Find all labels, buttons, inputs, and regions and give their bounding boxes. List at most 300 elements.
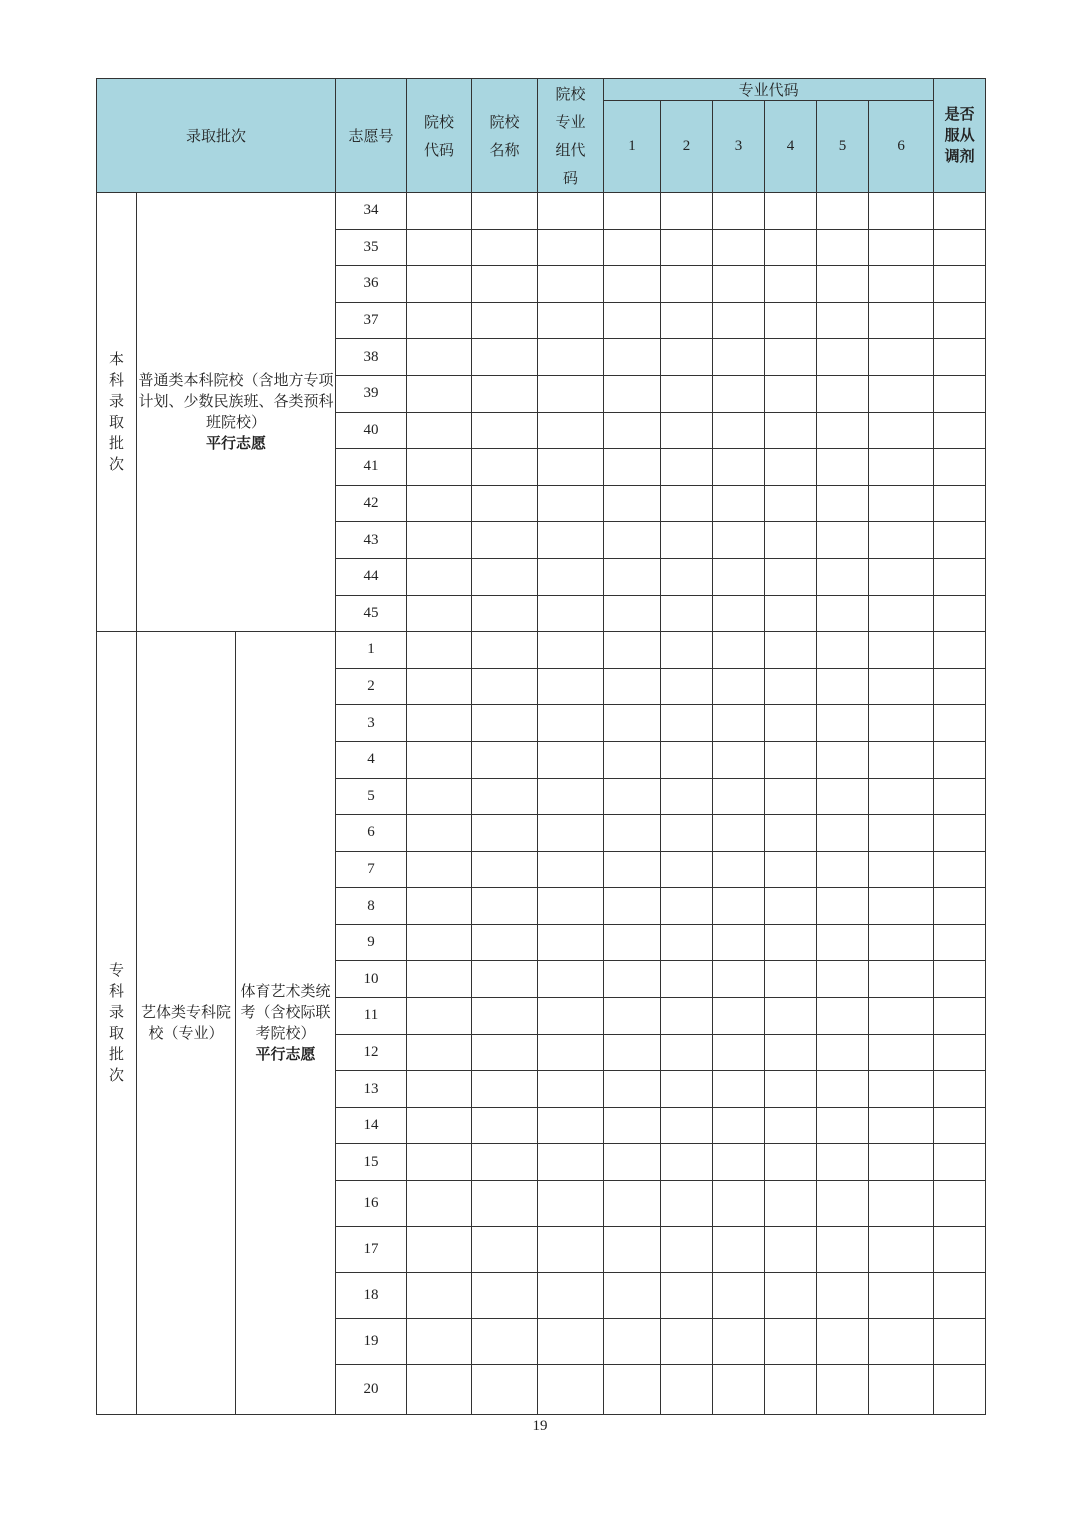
school-name-cell[interactable] (472, 632, 538, 669)
major-4-cell[interactable] (765, 302, 817, 339)
major-1-cell[interactable] (604, 961, 661, 998)
major-4-cell[interactable] (765, 1144, 817, 1181)
major-6-cell[interactable] (869, 522, 934, 559)
major-2-cell[interactable] (661, 961, 713, 998)
major-3-cell[interactable] (713, 888, 765, 925)
major-1-cell[interactable] (604, 1273, 661, 1319)
major-1-cell[interactable] (604, 741, 661, 778)
major-2-cell[interactable] (661, 1071, 713, 1108)
school-code-cell[interactable] (407, 266, 472, 303)
group-code-cell[interactable] (538, 266, 604, 303)
major-6-cell[interactable] (869, 266, 934, 303)
school-name-cell[interactable] (472, 339, 538, 376)
school-name-cell[interactable] (472, 1071, 538, 1108)
major-3-cell[interactable] (713, 1107, 765, 1144)
group-code-cell[interactable] (538, 1107, 604, 1144)
group-code-cell[interactable] (538, 302, 604, 339)
school-code-cell[interactable] (407, 1319, 472, 1365)
adjust-cell[interactable] (934, 1107, 986, 1144)
major-6-cell[interactable] (869, 924, 934, 961)
group-code-cell[interactable] (538, 1034, 604, 1071)
group-code-cell[interactable] (538, 412, 604, 449)
group-code-cell[interactable] (538, 595, 604, 632)
school-name-cell[interactable] (472, 998, 538, 1035)
major-2-cell[interactable] (661, 558, 713, 595)
major-5-cell[interactable] (817, 595, 869, 632)
adjust-cell[interactable] (934, 1227, 986, 1273)
major-4-cell[interactable] (765, 998, 817, 1035)
group-code-cell[interactable] (538, 229, 604, 266)
major-1-cell[interactable] (604, 668, 661, 705)
major-6-cell[interactable] (869, 485, 934, 522)
school-code-cell[interactable] (407, 302, 472, 339)
major-3-cell[interactable] (713, 1273, 765, 1319)
major-5-cell[interactable] (817, 1071, 869, 1108)
major-6-cell[interactable] (869, 1273, 934, 1319)
major-5-cell[interactable] (817, 339, 869, 376)
school-code-cell[interactable] (407, 449, 472, 486)
school-name-cell[interactable] (472, 1144, 538, 1181)
group-code-cell[interactable] (538, 741, 604, 778)
group-code-cell[interactable] (538, 888, 604, 925)
major-3-cell[interactable] (713, 741, 765, 778)
school-name-cell[interactable] (472, 741, 538, 778)
major-1-cell[interactable] (604, 998, 661, 1035)
school-code-cell[interactable] (407, 595, 472, 632)
major-4-cell[interactable] (765, 1034, 817, 1071)
school-name-cell[interactable] (472, 1181, 538, 1227)
major-6-cell[interactable] (869, 595, 934, 632)
school-name-cell[interactable] (472, 302, 538, 339)
major-5-cell[interactable] (817, 1227, 869, 1273)
school-code-cell[interactable] (407, 193, 472, 230)
major-1-cell[interactable] (604, 412, 661, 449)
adjust-cell[interactable] (934, 1273, 986, 1319)
major-5-cell[interactable] (817, 741, 869, 778)
major-5-cell[interactable] (817, 193, 869, 230)
major-5-cell[interactable] (817, 815, 869, 852)
school-code-cell[interactable] (407, 1273, 472, 1319)
adjust-cell[interactable] (934, 485, 986, 522)
major-5-cell[interactable] (817, 1181, 869, 1227)
major-6-cell[interactable] (869, 705, 934, 742)
major-3-cell[interactable] (713, 851, 765, 888)
major-2-cell[interactable] (661, 888, 713, 925)
major-6-cell[interactable] (869, 1319, 934, 1365)
major-4-cell[interactable] (765, 778, 817, 815)
major-1-cell[interactable] (604, 1227, 661, 1273)
school-name-cell[interactable] (472, 851, 538, 888)
major-4-cell[interactable] (765, 851, 817, 888)
major-4-cell[interactable] (765, 266, 817, 303)
major-5-cell[interactable] (817, 485, 869, 522)
major-1-cell[interactable] (604, 815, 661, 852)
major-4-cell[interactable] (765, 924, 817, 961)
major-2-cell[interactable] (661, 1144, 713, 1181)
major-5-cell[interactable] (817, 558, 869, 595)
school-code-cell[interactable] (407, 485, 472, 522)
major-6-cell[interactable] (869, 888, 934, 925)
school-code-cell[interactable] (407, 705, 472, 742)
school-code-cell[interactable] (407, 1144, 472, 1181)
major-2-cell[interactable] (661, 449, 713, 486)
major-2-cell[interactable] (661, 1365, 713, 1415)
group-code-cell[interactable] (538, 705, 604, 742)
major-4-cell[interactable] (765, 632, 817, 669)
school-name-cell[interactable] (472, 595, 538, 632)
major-4-cell[interactable] (765, 888, 817, 925)
major-2-cell[interactable] (661, 1107, 713, 1144)
major-3-cell[interactable] (713, 924, 765, 961)
adjust-cell[interactable] (934, 998, 986, 1035)
school-code-cell[interactable] (407, 412, 472, 449)
adjust-cell[interactable] (934, 229, 986, 266)
major-6-cell[interactable] (869, 1227, 934, 1273)
major-4-cell[interactable] (765, 485, 817, 522)
major-1-cell[interactable] (604, 1144, 661, 1181)
school-code-cell[interactable] (407, 924, 472, 961)
major-1-cell[interactable] (604, 705, 661, 742)
major-5-cell[interactable] (817, 998, 869, 1035)
major-1-cell[interactable] (604, 449, 661, 486)
major-3-cell[interactable] (713, 193, 765, 230)
school-name-cell[interactable] (472, 924, 538, 961)
major-2-cell[interactable] (661, 741, 713, 778)
major-6-cell[interactable] (869, 412, 934, 449)
adjust-cell[interactable] (934, 705, 986, 742)
major-3-cell[interactable] (713, 558, 765, 595)
major-5-cell[interactable] (817, 1107, 869, 1144)
major-1-cell[interactable] (604, 1365, 661, 1415)
school-name-cell[interactable] (472, 229, 538, 266)
major-3-cell[interactable] (713, 302, 765, 339)
major-1-cell[interactable] (604, 193, 661, 230)
group-code-cell[interactable] (538, 778, 604, 815)
major-5-cell[interactable] (817, 522, 869, 559)
major-3-cell[interactable] (713, 339, 765, 376)
major-4-cell[interactable] (765, 961, 817, 998)
major-1-cell[interactable] (604, 485, 661, 522)
major-3-cell[interactable] (713, 266, 765, 303)
group-code-cell[interactable] (538, 1071, 604, 1108)
group-code-cell[interactable] (538, 522, 604, 559)
major-2-cell[interactable] (661, 375, 713, 412)
school-name-cell[interactable] (472, 266, 538, 303)
major-4-cell[interactable] (765, 705, 817, 742)
school-code-cell[interactable] (407, 741, 472, 778)
major-6-cell[interactable] (869, 668, 934, 705)
adjust-cell[interactable] (934, 522, 986, 559)
group-code-cell[interactable] (538, 1365, 604, 1415)
school-name-cell[interactable] (472, 375, 538, 412)
group-code-cell[interactable] (538, 668, 604, 705)
major-6-cell[interactable] (869, 1107, 934, 1144)
school-code-cell[interactable] (407, 1034, 472, 1071)
major-5-cell[interactable] (817, 1365, 869, 1415)
group-code-cell[interactable] (538, 851, 604, 888)
major-5-cell[interactable] (817, 705, 869, 742)
major-3-cell[interactable] (713, 778, 765, 815)
adjust-cell[interactable] (934, 668, 986, 705)
major-5-cell[interactable] (817, 449, 869, 486)
school-name-cell[interactable] (472, 778, 538, 815)
major-2-cell[interactable] (661, 998, 713, 1035)
major-5-cell[interactable] (817, 668, 869, 705)
major-1-cell[interactable] (604, 558, 661, 595)
group-code-cell[interactable] (538, 632, 604, 669)
major-6-cell[interactable] (869, 339, 934, 376)
major-5-cell[interactable] (817, 961, 869, 998)
major-3-cell[interactable] (713, 961, 765, 998)
school-name-cell[interactable] (472, 193, 538, 230)
school-code-cell[interactable] (407, 1181, 472, 1227)
major-3-cell[interactable] (713, 522, 765, 559)
major-6-cell[interactable] (869, 1181, 934, 1227)
major-2-cell[interactable] (661, 485, 713, 522)
major-1-cell[interactable] (604, 229, 661, 266)
major-3-cell[interactable] (713, 705, 765, 742)
school-code-cell[interactable] (407, 1071, 472, 1108)
major-2-cell[interactable] (661, 815, 713, 852)
major-4-cell[interactable] (765, 558, 817, 595)
major-1-cell[interactable] (604, 888, 661, 925)
major-2-cell[interactable] (661, 668, 713, 705)
major-1-cell[interactable] (604, 1071, 661, 1108)
major-3-cell[interactable] (713, 632, 765, 669)
major-6-cell[interactable] (869, 1071, 934, 1108)
major-6-cell[interactable] (869, 1144, 934, 1181)
major-4-cell[interactable] (765, 193, 817, 230)
group-code-cell[interactable] (538, 449, 604, 486)
school-code-cell[interactable] (407, 375, 472, 412)
school-code-cell[interactable] (407, 668, 472, 705)
major-2-cell[interactable] (661, 595, 713, 632)
group-code-cell[interactable] (538, 558, 604, 595)
major-3-cell[interactable] (713, 412, 765, 449)
major-2-cell[interactable] (661, 1227, 713, 1273)
major-1-cell[interactable] (604, 778, 661, 815)
school-name-cell[interactable] (472, 1034, 538, 1071)
group-code-cell[interactable] (538, 193, 604, 230)
major-4-cell[interactable] (765, 339, 817, 376)
adjust-cell[interactable] (934, 595, 986, 632)
school-code-cell[interactable] (407, 339, 472, 376)
school-name-cell[interactable] (472, 815, 538, 852)
major-1-cell[interactable] (604, 1107, 661, 1144)
major-1-cell[interactable] (604, 522, 661, 559)
major-2-cell[interactable] (661, 1181, 713, 1227)
major-3-cell[interactable] (713, 1227, 765, 1273)
adjust-cell[interactable] (934, 1319, 986, 1365)
major-4-cell[interactable] (765, 595, 817, 632)
major-3-cell[interactable] (713, 595, 765, 632)
major-6-cell[interactable] (869, 815, 934, 852)
school-name-cell[interactable] (472, 705, 538, 742)
school-name-cell[interactable] (472, 485, 538, 522)
major-3-cell[interactable] (713, 668, 765, 705)
major-4-cell[interactable] (765, 449, 817, 486)
major-1-cell[interactable] (604, 632, 661, 669)
major-5-cell[interactable] (817, 1273, 869, 1319)
school-code-cell[interactable] (407, 1227, 472, 1273)
major-1-cell[interactable] (604, 1319, 661, 1365)
major-4-cell[interactable] (765, 1107, 817, 1144)
major-1-cell[interactable] (604, 266, 661, 303)
adjust-cell[interactable] (934, 302, 986, 339)
adjust-cell[interactable] (934, 1181, 986, 1227)
major-3-cell[interactable] (713, 485, 765, 522)
major-3-cell[interactable] (713, 449, 765, 486)
adjust-cell[interactable] (934, 888, 986, 925)
major-5-cell[interactable] (817, 229, 869, 266)
major-2-cell[interactable] (661, 522, 713, 559)
adjust-cell[interactable] (934, 741, 986, 778)
major-6-cell[interactable] (869, 741, 934, 778)
major-1-cell[interactable] (604, 1181, 661, 1227)
adjust-cell[interactable] (934, 449, 986, 486)
major-6-cell[interactable] (869, 558, 934, 595)
major-4-cell[interactable] (765, 375, 817, 412)
major-4-cell[interactable] (765, 412, 817, 449)
major-4-cell[interactable] (765, 1365, 817, 1415)
school-code-cell[interactable] (407, 815, 472, 852)
major-4-cell[interactable] (765, 1273, 817, 1319)
school-name-cell[interactable] (472, 449, 538, 486)
school-code-cell[interactable] (407, 632, 472, 669)
major-2-cell[interactable] (661, 778, 713, 815)
major-1-cell[interactable] (604, 339, 661, 376)
school-name-cell[interactable] (472, 1365, 538, 1415)
group-code-cell[interactable] (538, 375, 604, 412)
major-6-cell[interactable] (869, 449, 934, 486)
major-1-cell[interactable] (604, 375, 661, 412)
major-5-cell[interactable] (817, 1034, 869, 1071)
school-code-cell[interactable] (407, 851, 472, 888)
adjust-cell[interactable] (934, 1365, 986, 1415)
major-1-cell[interactable] (604, 595, 661, 632)
major-3-cell[interactable] (713, 1181, 765, 1227)
adjust-cell[interactable] (934, 412, 986, 449)
school-name-cell[interactable] (472, 1319, 538, 1365)
adjust-cell[interactable] (934, 1071, 986, 1108)
school-name-cell[interactable] (472, 1227, 538, 1273)
major-5-cell[interactable] (817, 266, 869, 303)
major-4-cell[interactable] (765, 1181, 817, 1227)
school-code-cell[interactable] (407, 888, 472, 925)
major-2-cell[interactable] (661, 1319, 713, 1365)
group-code-cell[interactable] (538, 339, 604, 376)
school-code-cell[interactable] (407, 778, 472, 815)
adjust-cell[interactable] (934, 1034, 986, 1071)
major-6-cell[interactable] (869, 778, 934, 815)
major-2-cell[interactable] (661, 266, 713, 303)
major-6-cell[interactable] (869, 229, 934, 266)
school-code-cell[interactable] (407, 229, 472, 266)
major-1-cell[interactable] (604, 851, 661, 888)
major-1-cell[interactable] (604, 1034, 661, 1071)
group-code-cell[interactable] (538, 1181, 604, 1227)
major-5-cell[interactable] (817, 1319, 869, 1365)
major-6-cell[interactable] (869, 1034, 934, 1071)
major-6-cell[interactable] (869, 1365, 934, 1415)
group-code-cell[interactable] (538, 1144, 604, 1181)
major-6-cell[interactable] (869, 998, 934, 1035)
major-3-cell[interactable] (713, 815, 765, 852)
major-2-cell[interactable] (661, 851, 713, 888)
group-code-cell[interactable] (538, 1273, 604, 1319)
adjust-cell[interactable] (934, 558, 986, 595)
major-2-cell[interactable] (661, 229, 713, 266)
major-5-cell[interactable] (817, 924, 869, 961)
adjust-cell[interactable] (934, 961, 986, 998)
major-4-cell[interactable] (765, 1071, 817, 1108)
school-name-cell[interactable] (472, 888, 538, 925)
major-6-cell[interactable] (869, 193, 934, 230)
major-3-cell[interactable] (713, 998, 765, 1035)
major-3-cell[interactable] (713, 375, 765, 412)
school-name-cell[interactable] (472, 1107, 538, 1144)
major-4-cell[interactable] (765, 668, 817, 705)
school-code-cell[interactable] (407, 522, 472, 559)
major-4-cell[interactable] (765, 229, 817, 266)
major-3-cell[interactable] (713, 1144, 765, 1181)
adjust-cell[interactable] (934, 266, 986, 303)
major-4-cell[interactable] (765, 522, 817, 559)
major-3-cell[interactable] (713, 1319, 765, 1365)
group-code-cell[interactable] (538, 815, 604, 852)
major-4-cell[interactable] (765, 1227, 817, 1273)
group-code-cell[interactable] (538, 1319, 604, 1365)
major-2-cell[interactable] (661, 1273, 713, 1319)
major-1-cell[interactable] (604, 302, 661, 339)
school-name-cell[interactable] (472, 668, 538, 705)
major-4-cell[interactable] (765, 815, 817, 852)
major-2-cell[interactable] (661, 193, 713, 230)
major-6-cell[interactable] (869, 302, 934, 339)
adjust-cell[interactable] (934, 339, 986, 376)
major-5-cell[interactable] (817, 888, 869, 925)
adjust-cell[interactable] (934, 815, 986, 852)
major-6-cell[interactable] (869, 851, 934, 888)
major-5-cell[interactable] (817, 302, 869, 339)
major-3-cell[interactable] (713, 1365, 765, 1415)
major-2-cell[interactable] (661, 632, 713, 669)
major-6-cell[interactable] (869, 375, 934, 412)
major-2-cell[interactable] (661, 302, 713, 339)
adjust-cell[interactable] (934, 1144, 986, 1181)
major-5-cell[interactable] (817, 851, 869, 888)
major-5-cell[interactable] (817, 412, 869, 449)
major-5-cell[interactable] (817, 632, 869, 669)
major-5-cell[interactable] (817, 1144, 869, 1181)
major-2-cell[interactable] (661, 1034, 713, 1071)
major-2-cell[interactable] (661, 339, 713, 376)
school-code-cell[interactable] (407, 961, 472, 998)
major-2-cell[interactable] (661, 705, 713, 742)
school-name-cell[interactable] (472, 522, 538, 559)
adjust-cell[interactable] (934, 778, 986, 815)
major-3-cell[interactable] (713, 1071, 765, 1108)
group-code-cell[interactable] (538, 1227, 604, 1273)
major-4-cell[interactable] (765, 741, 817, 778)
major-3-cell[interactable] (713, 1034, 765, 1071)
school-code-cell[interactable] (407, 1107, 472, 1144)
major-4-cell[interactable] (765, 1319, 817, 1365)
major-5-cell[interactable] (817, 375, 869, 412)
adjust-cell[interactable] (934, 851, 986, 888)
adjust-cell[interactable] (934, 924, 986, 961)
school-code-cell[interactable] (407, 998, 472, 1035)
